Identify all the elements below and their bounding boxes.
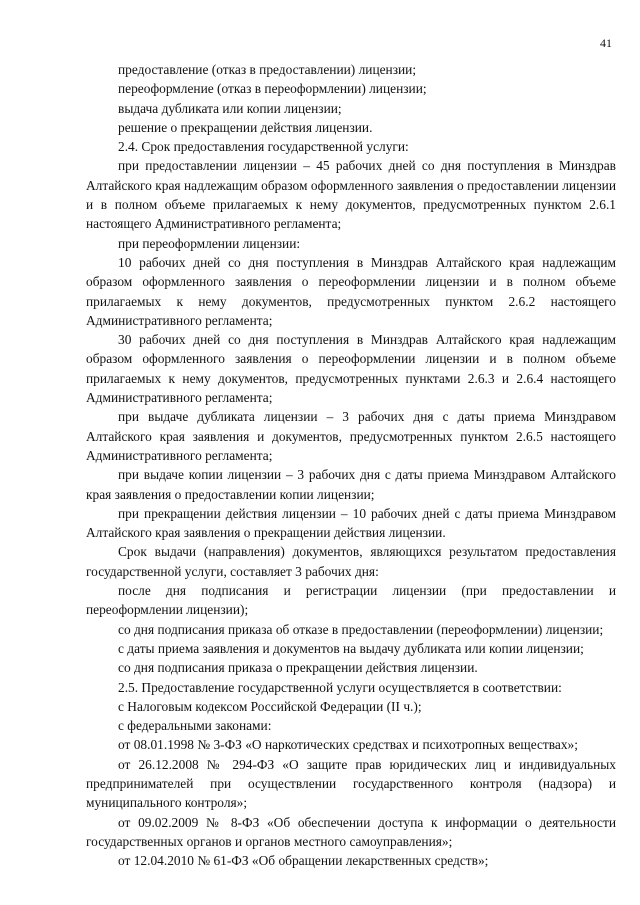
paragraph-12: при прекращении действия лицензии – 10 рабочих дней с даты приема Минздравом Алтайского края заявления о прекращении действия лицензии. <box>86 505 616 541</box>
paragraph-24: от 12.04.2010 № 61-ФЗ «Об обращении лекарственных средств»; <box>118 853 489 869</box>
paragraph-11: при выдаче копии лицензии – 3 рабочих дня с даты приема Минздравом Алтайского края заявления о предоставлении копии лицензии; <box>86 467 616 502</box>
body-text <box>86 60 616 870</box>
section-heading-2-4: 2.4. Срок предоставления государственной услуги: <box>118 139 409 155</box>
paragraph-2: переоформление (отказ в переоформлении) лицензии; <box>118 81 427 97</box>
paragraph-9: 30 рабочих дней со дня поступления в Минздрав Алтайского края надлежащим образом оформленного заявления о переоформлении лицензии и в полном объеме прилагаемых к нему документов, предусмотренных пунктами 2.6.3 и 2.6.4 настоящего Административного регламента; <box>86 332 616 406</box>
paragraph-7: при переоформлении лицензии: <box>118 235 301 251</box>
paragraph-21: от 08.01.1998 № 3-ФЗ «О наркотических средствах и психотропных веществах»; <box>118 737 578 753</box>
paragraph-14: после дня подписания и регистрации лицензии (при предоставлении и переоформлении лицензии); <box>86 583 616 618</box>
paragraph-23: от 09.02.2009 № 8-ФЗ «Об обеспечении доступа к информации о деятельности государственных органов и органов местного самоуправления»; <box>86 814 616 849</box>
paragraph-3: выдача дубликата или копии лицензии; <box>118 100 342 116</box>
paragraph-1: предоставление (отказ в предоставлении) лицензии; <box>118 62 417 77</box>
paragraph-19: с Налоговым кодексом Российской Федерации (II ч.); <box>118 698 422 714</box>
paragraph-17: со дня подписания приказа о прекращении действия лицензии. <box>118 660 478 676</box>
paragraph-4: решение о прекращении действия лицензии. <box>118 119 373 135</box>
paragraph-8: 10 рабочих дней со дня поступления в Минздрав Алтайского края надлежащим образом оформленного заявления о переоформлении лицензии и в полном объеме прилагаемых к нему документов, предусмотренных пунктом 2.6.2 настоящего Административного регламента; <box>86 254 616 328</box>
paragraph-6: при предоставлении лицензии – 45 рабочих дней со дня поступления в Минздрав Алтайского края надлежащим образом оформленного заявления о предоставлении лицензии и в полном объеме прилагаемых к нему документов, предусмотренных пунктом 2.6.1 настоящего Административного регламента; <box>86 158 616 232</box>
paragraph-20: с федеральными законами: <box>118 718 272 734</box>
paragraph-15: со дня подписания приказа об отказе в предоставлении (переоформлении) лицензии; <box>118 621 604 637</box>
paragraph-22: от 26.12.2008 № 294-ФЗ «О защите прав юридических лиц и индивидуальных предпринимателей при осуществлении государственного контроля (надзора) и муниципального контроля»; <box>86 756 616 811</box>
paragraph-10: при выдаче дубликата лицензии – 3 рабочих дня с даты приема Минздравом Алтайского края заявления и документов, предусмотренных пунктом 2.6.5 настоящего Административного регламента; <box>86 409 616 463</box>
section-heading-2-5: 2.5. Предоставление государственной услуги осуществляется в соответствии: <box>118 679 562 695</box>
page-number: 41 <box>600 36 612 50</box>
paragraph-13: Срок выдачи (направления) документов, являющихся результатом предоставления государственной услуги, составляет 3 рабочих дня: <box>86 544 616 579</box>
paragraph-16: с даты приема заявления и документов на выдачу дубликата или копии лицензии; <box>118 640 584 656</box>
